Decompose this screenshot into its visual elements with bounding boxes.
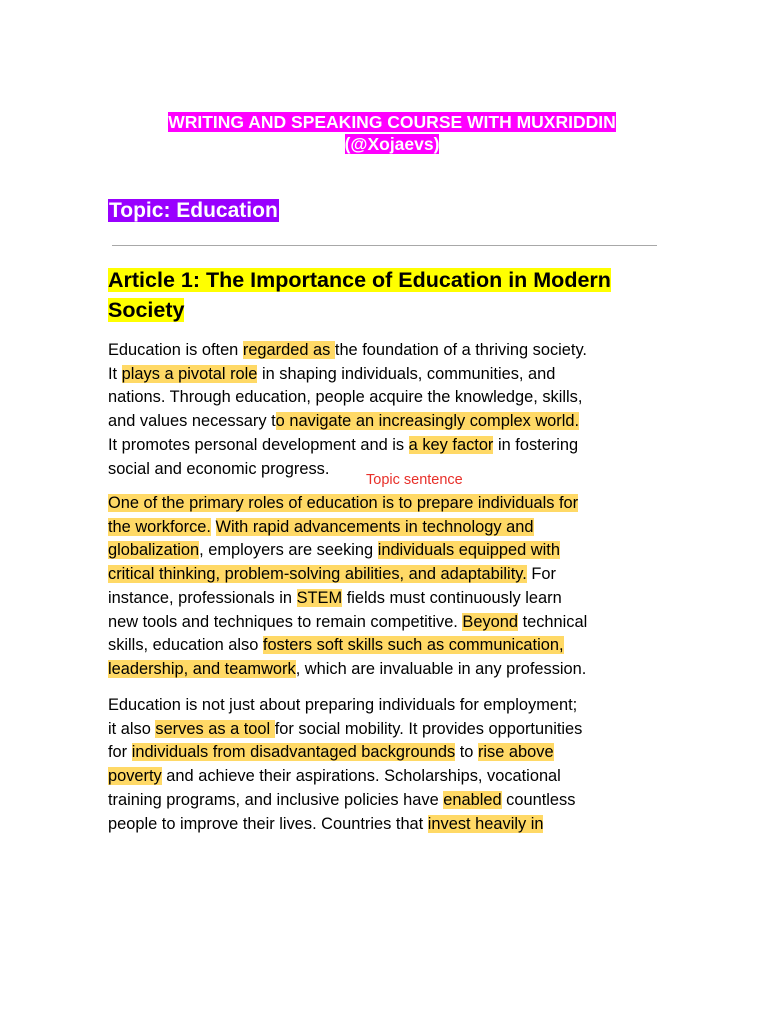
text-run: and achieve their aspirations. Scholarships, vocational bbox=[161, 767, 561, 786]
highlighted-phrase: enabled bbox=[443, 790, 502, 809]
text-run: social and economic progress. bbox=[108, 459, 330, 478]
text-line bbox=[108, 460, 329, 478]
text-run: , employers are seeking bbox=[199, 541, 378, 560]
highlighted-phrase: poverty bbox=[108, 767, 162, 786]
highlighted-phrase: With rapid advancements in technology and bbox=[215, 517, 534, 536]
article-title bbox=[108, 265, 678, 325]
text-run: to bbox=[455, 743, 478, 762]
text-run: it also bbox=[108, 719, 156, 738]
highlighted-phrase: One of the primary roles of education is to prepare individuals for bbox=[108, 494, 579, 512]
paragraph-workforce bbox=[108, 492, 688, 682]
text-line bbox=[108, 636, 564, 654]
text-run: in fostering bbox=[493, 435, 579, 454]
text-run: in shaping individuals, communities, and bbox=[257, 364, 556, 383]
article-title-line-2: Society bbox=[108, 298, 185, 322]
highlighted-phrase: globalization bbox=[108, 541, 200, 560]
course-title-line-1: WRITING AND SPEAKING COURSE WITH MUXRIDDIN bbox=[168, 112, 616, 132]
text-run: Education is not just about preparing individuals for employment; bbox=[108, 696, 578, 714]
text-run bbox=[211, 518, 216, 536]
topic-sentence-annotation: Topic sentence bbox=[366, 472, 463, 488]
text-line bbox=[108, 494, 578, 512]
highlighted-phrase: rise above bbox=[477, 743, 554, 762]
highlighted-phrase: serves as a tool bbox=[155, 719, 275, 738]
highlighted-phrase: the workforce. bbox=[108, 517, 211, 536]
course-title bbox=[108, 111, 676, 155]
paragraph-introduction bbox=[108, 339, 688, 481]
text-line bbox=[108, 720, 582, 738]
highlighted-phrase: o navigate an increasingly complex world. bbox=[275, 412, 580, 431]
text-line bbox=[108, 518, 534, 536]
text-line bbox=[108, 791, 575, 809]
text-run: for bbox=[108, 743, 132, 762]
text-line bbox=[108, 412, 579, 430]
text-run: fields must continuously learn bbox=[342, 588, 562, 607]
text-line bbox=[108, 341, 587, 359]
text-run: and values necessary t bbox=[108, 412, 276, 431]
text-run: new tools and techniques to remain competitive. bbox=[108, 612, 463, 631]
text-run: for social mobility. It provides opportunities bbox=[274, 719, 583, 738]
highlighted-phrase: leadership, and teamwork bbox=[108, 659, 296, 678]
text-line bbox=[108, 660, 586, 678]
highlighted-phrase: plays a pivotal role bbox=[121, 364, 258, 383]
highlighted-phrase: critical thinking, problem-solving abilities, and adaptability. bbox=[108, 565, 527, 584]
text-run: people to improve their lives. Countries that bbox=[108, 814, 428, 833]
text-run: , which are invaluable in any profession. bbox=[295, 659, 587, 678]
highlighted-phrase: a key factor bbox=[408, 435, 494, 454]
highlighted-phrase: Beyond bbox=[462, 612, 519, 631]
text-run: the foundation of a thriving society. bbox=[334, 341, 587, 359]
topic-heading bbox=[108, 196, 279, 226]
text-line bbox=[108, 436, 578, 454]
highlighted-phrase: fosters soft skills such as communication, bbox=[262, 636, 564, 655]
paragraph-social-mobility bbox=[108, 694, 688, 836]
text-line bbox=[108, 589, 562, 607]
text-run: countless bbox=[501, 790, 576, 809]
text-run: It bbox=[108, 364, 122, 383]
text-line bbox=[108, 815, 543, 833]
article-title-line-1: Article 1: The Importance of Education in Modern bbox=[108, 268, 611, 292]
text-line bbox=[108, 767, 561, 785]
text-run: Education is often bbox=[108, 341, 243, 359]
text-run: instance, professionals in bbox=[108, 588, 297, 607]
text-run: nations. Through education, people acquire the knowledge, skills, bbox=[108, 388, 583, 407]
highlighted-phrase: individuals from disadvantaged backgrounds bbox=[131, 743, 456, 762]
text-run: For bbox=[526, 565, 556, 584]
text-run: training programs, and inclusive policies have bbox=[108, 790, 444, 809]
text-line bbox=[108, 365, 555, 383]
highlighted-phrase: STEM bbox=[296, 588, 343, 607]
text-line bbox=[108, 388, 582, 406]
text-line bbox=[108, 743, 554, 761]
horizontal-divider bbox=[112, 245, 657, 246]
topic-label: Topic: Education bbox=[109, 199, 278, 222]
text-line bbox=[108, 541, 560, 559]
highlighted-phrase: invest heavily in bbox=[427, 814, 544, 833]
text-run: skills, education also bbox=[108, 636, 263, 655]
highlighted-phrase: regarded as bbox=[242, 341, 335, 359]
text-run: technical bbox=[518, 612, 588, 631]
course-title-line-2: (@Xojaevs) bbox=[344, 134, 440, 154]
text-line bbox=[108, 696, 577, 714]
text-line bbox=[108, 565, 556, 583]
highlighted-phrase: individuals equipped with bbox=[377, 541, 560, 560]
text-line bbox=[108, 613, 587, 631]
text-run: It promotes personal development and is bbox=[108, 435, 409, 454]
